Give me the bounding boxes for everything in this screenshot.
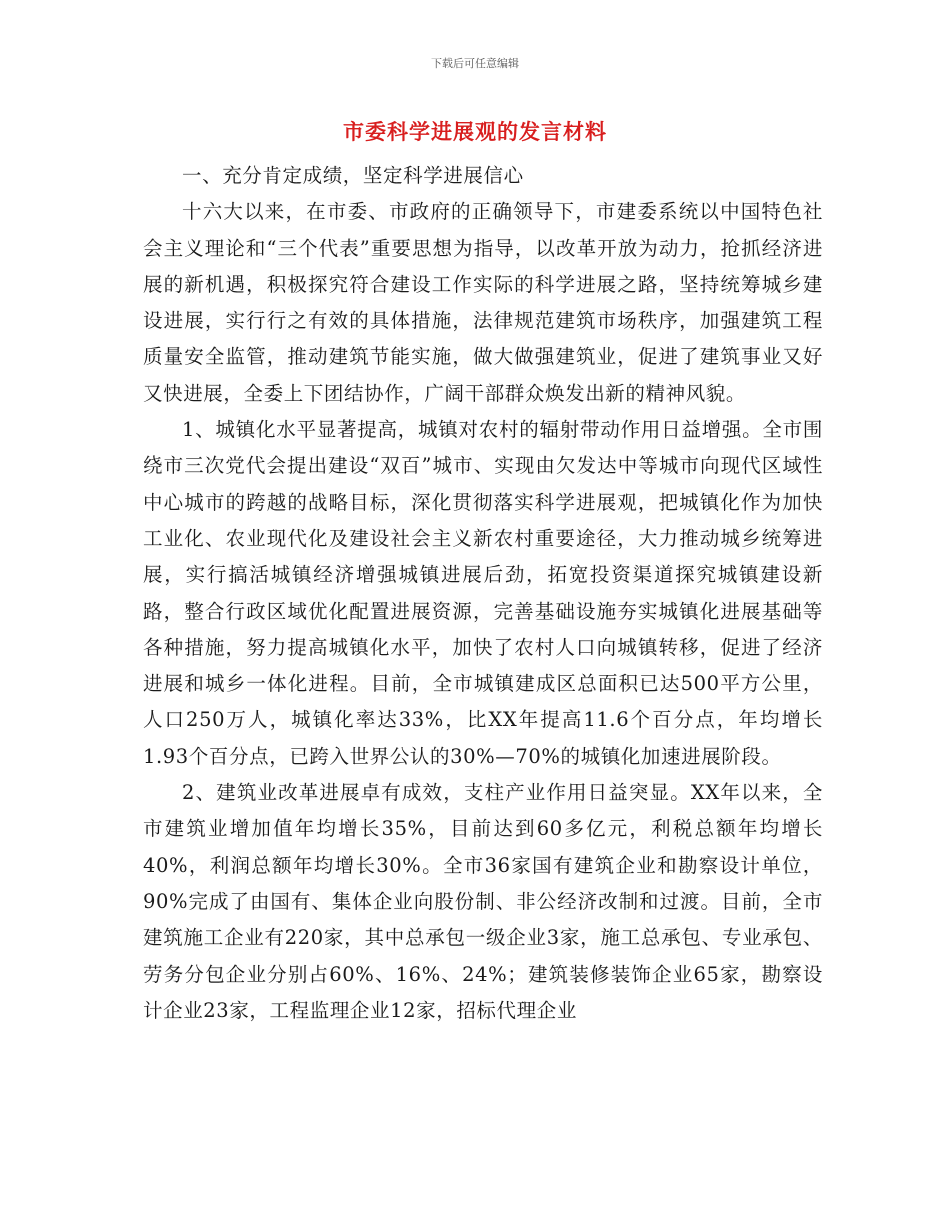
section-heading: 一、充分肯定成绩，坚定科学进展信心 xyxy=(182,164,524,187)
document-body xyxy=(143,158,823,1029)
paragraph: 十六大以来，在市委、市政府的正确领导下，市建委系统以中国特色社会主义理论和“三个代表”重要思想为指导，以改革开放为动力，抢抓经济进展的新机遇，积极探究符合建设工作实际的科学进展之路，坚持统筹城乡建设进展，实行行之有效的具体措施，法律规范建筑市场秩序，加强建筑工程质量安全监管，推动建筑节能实施，做大做强建筑业，促进了建筑事业又好又快进展，全委上下团结协作，广阔干部群众焕发出新的精神风貌。 xyxy=(143,200,823,405)
document-title: 市委科学进展观的发言材料 xyxy=(343,120,607,144)
paragraph: 1、城镇化水平显著提高，城镇对农村的辐射带动作用日益增强。全市围绕市三次党代会提出建设“双百”城市、实现由欠发达中等城市向现代区域性中心城市的跨越的战略目标，深化贯彻落实科学进展观，把城镇化作为加快工业化、农业现代化及建设社会主义新农村重要途径，大力推动城乡统筹进展，实行搞活城镇经济增强城镇进展后劲，拓宽投资渠道探究城镇建设新路，整合行政区域优化配置进展资源，完善基础设施夯实城镇化进展基础等各种措施，努力提高城镇化水平，加快了农村人口向城镇转移，促进了经济进展和城乡一体化进程。目前，全市城镇建成区总面积已达500平方公里，人口250万人，城镇化率达33%，比XX年提高11.6个百分点，年均增长1.93个百分点，已跨入世界公认的30%—70%的城镇化加速进展阶段。 xyxy=(143,418,823,768)
paragraph: 2、建筑业改革进展卓有成效，支柱产业作用日益突显。XX年以来，全市建筑业增加值年均增长35%，目前达到60多亿元，利税总额年均增长40%，利润总额年均增长30%。全市36家国有建筑企业和勘察设计单位，90%完成了由国有、集体企业向股份制、非公经济改制和过渡。目前，全市建筑施工企业有220家，其中总承包一级企业3家，施工总承包、专业承包、劳务分包企业分别占60%、16%、24%；建筑装修装饰企业65家，勘察设计企业23家，工程监理企业12家，招标代理企业 xyxy=(143,781,823,1022)
header-note: 下载后可任意编辑 xyxy=(431,57,519,70)
